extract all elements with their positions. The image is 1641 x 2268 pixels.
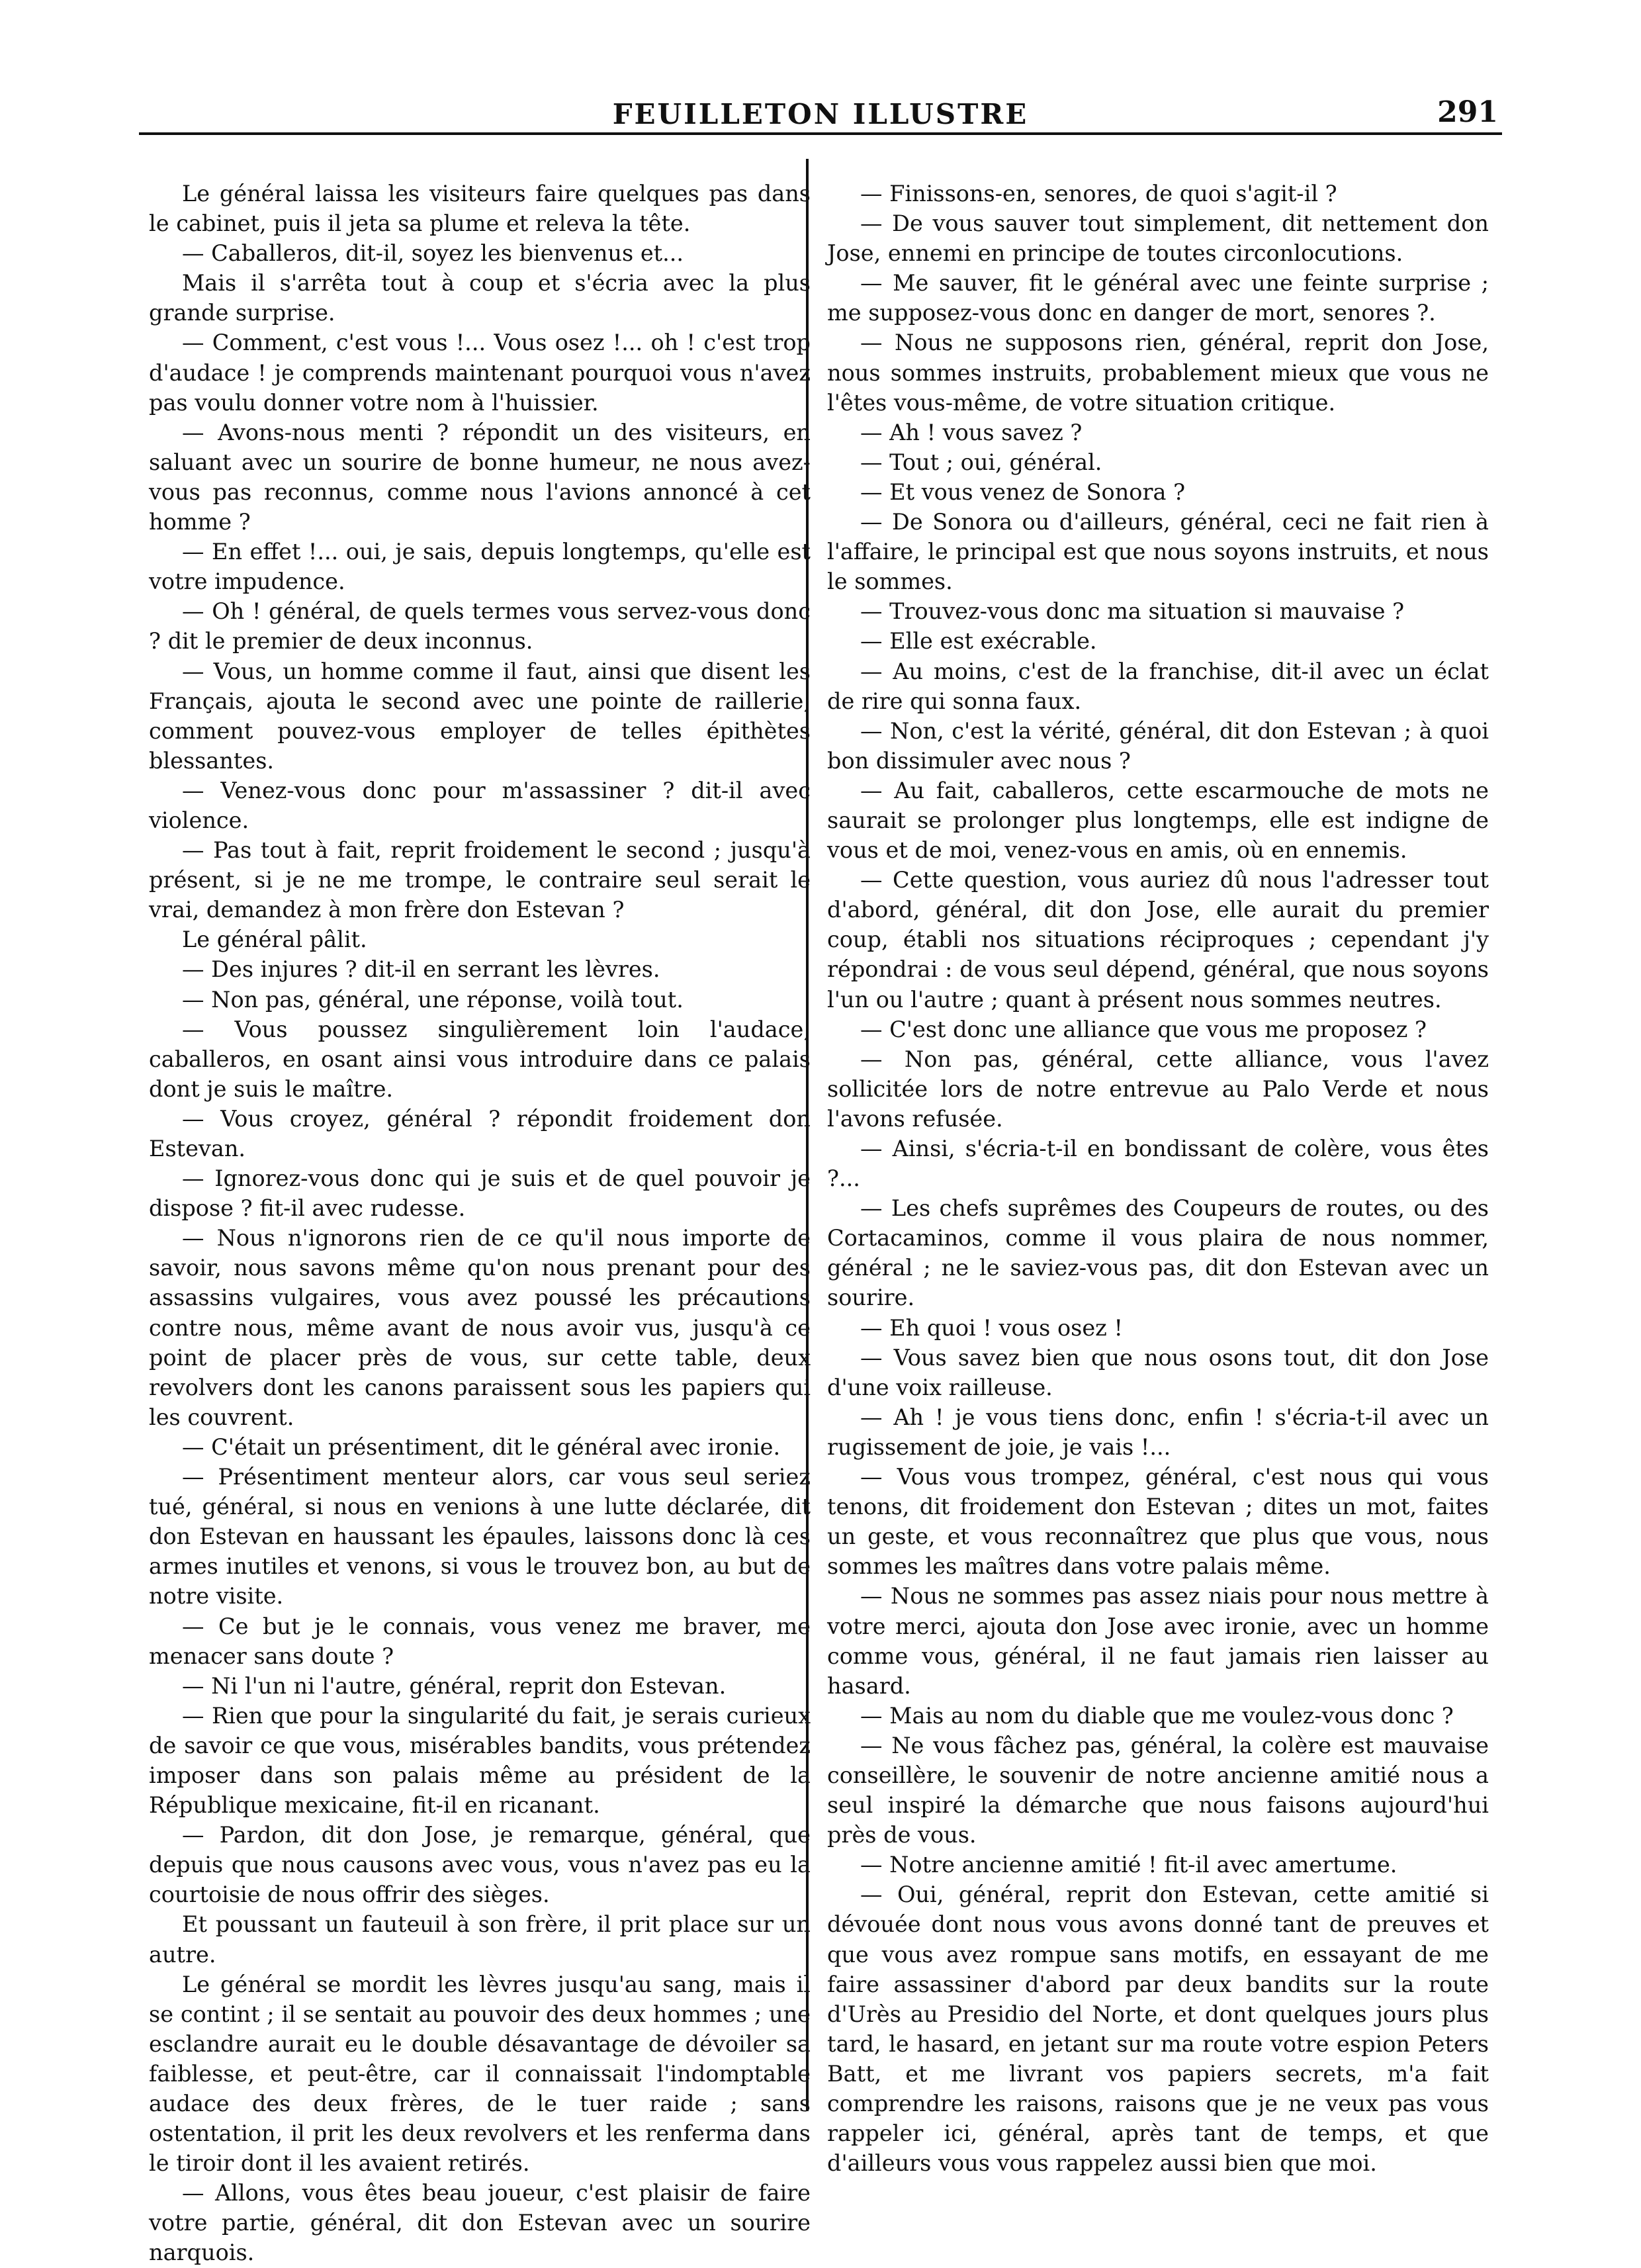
paragraph: — C'est donc une alliance que vous me proposez ? [860, 1016, 1427, 1042]
paragraph: — Ainsi, s'écria-t-il en bondissant de colère, vous êtes ?... [827, 1136, 1489, 1192]
paragraph: — De Sonora ou d'ailleurs, général, ceci ne fait rien à l'affaire, le principal est que nous soyons instruits, et nous le sommes. [827, 509, 1489, 595]
paragraph: — Nous n'ignorons rien de ce qu'il nous importe de savoir, nous savons même qu'on nous prenant pour des assassins vulgaires, vous avez poussé les précautions contre nous, même avant de nous avoir vus, jusqu'à ce point de placer près de vous, sur cette table, deux revolvers dont les canons paraissent sous les papiers qui les couvrent. [149, 1225, 811, 1430]
paragraph: — Ignorez-vous donc qui je suis et de quel pouvoir je dispose ? fit-il avec rudesse. [149, 1165, 811, 1222]
paragraph: — Ni l'un ni l'autre, général, reprit don Estevan. [182, 1672, 727, 1699]
paragraph: — Comment, c'est vous !... Vous osez !... oh ! c'est trop d'audace ! je comprends maintenant pourquoi vous n'avez pas voulu donner votre nom à l'huissier. [149, 330, 811, 416]
paragraph: Le général pâlit. [182, 927, 367, 953]
paragraph: Et poussant un fauteuil à son frère, il prit place sur un autre. [149, 1911, 811, 1968]
paragraph: — Non pas, général, cette alliance, vous l'avez sollicitée lors de notre entrevue au Palo Verde et nous l'avons refusée. [827, 1046, 1489, 1132]
page-header [139, 79, 1502, 135]
paragraph: — Vous croyez, général ? répondit froidement don Estevan. [149, 1105, 811, 1161]
paragraph: — Non pas, général, une réponse, voilà tout. [182, 986, 684, 1013]
paragraph: — Ah ! vous savez ? [860, 419, 1083, 445]
paragraph: — Vous vous trompez, général, c'est nous qui vous tenons, dit froidement don Estevan ; dites un mot, faites un geste, et vous reconnaîtrez que plus que vous, nous sommes les maîtres dans votre palais même. [827, 1464, 1489, 1580]
paragraph: — Vous poussez singulièrement loin l'audace, caballeros, en osant ainsi vous introduire dans ce palais dont je suis le maître. [149, 1016, 811, 1102]
paragraph: — Pas tout à fait, reprit froidement le second ; jusqu'à présent, si je ne me trompe, le contraire seul serait le vrai, demandez à mon frère don Estevan ? [149, 837, 811, 923]
paragraph: — Rien que pour la singularité du fait, je serais curieux de savoir ce que vous, misérables bandits, vous prétendez imposer dans son palais même au président de la République mexicaine, fit-il en ricanant. [149, 1702, 811, 1819]
paragraph: — Tout ; oui, général. [860, 449, 1102, 475]
paragraph: — Et vous venez de Sonora ? [860, 478, 1186, 505]
paragraph: Le général se mordit les lèvres jusqu'au sang, mais il se contint ; il se sentait au pouvoir des deux hommes ; une esclandre aurait eu le double désavantage de dévoiler sa faiblesse, et peut-être, car il connaissait l'indomptable audace des deux frères, de le tuer raide ; sans ostentation, il prit les deux revolvers et les renferma dans le tiroir dont il les avaient retirés. [149, 1971, 811, 2177]
paragraph: — Finissons-en, senores, de quoi s'agit-il ? [860, 181, 1337, 206]
paragraph: — De vous sauver tout simplement, dit nettement don Jose, ennemi en principe de toutes circonlocutions. [827, 210, 1489, 267]
paragraph: — C'était un présentiment, dit le général avec ironie. [182, 1433, 781, 1460]
paragraph: — Les chefs suprêmes des Coupeurs de routes, ou des Cortacaminos, comme il vous plaira de nous nommer, général ; ne le saviez-vous pas, dit don Estevan avec un sourire. [827, 1195, 1489, 1311]
paragraph: Le général laissa les visiteurs faire quelques pas dans le cabinet, puis il jeta sa plume et releva la tête. [149, 181, 811, 237]
paragraph: — Nous ne supposons rien, général, reprit don Jose, nous sommes instruits, probablement mieux que vous ne l'êtes vous-même, de votre situation critique. [827, 330, 1489, 416]
paragraph: — Trouvez-vous donc ma situation si mauvaise ? [860, 598, 1405, 625]
paragraph: — Présentiment menteur alors, car vous seul seriez tué, général, si nous en venions à une lutte déclarée, dit don Estevan en haussant les épaules, laissons donc là ces armes inutiles et venons, si vous le trouvez bon, au but de notre visite. [149, 1464, 811, 1610]
paragraph: — Au fait, caballeros, cette escarmouche de mots ne saurait se prolonger plus longtemps, elle est indigne de vous et de moi, venez-vous en amis, où en ennemis. [827, 777, 1489, 864]
paragraph: — En effet !... oui, je sais, depuis longtemps, qu'elle est votre impudence. [149, 539, 811, 595]
paragraph: — Me sauver, fit le général avec une feinte surprise ; me supposez-vous donc en danger de mort, senores ?. [827, 270, 1489, 326]
page-number: 291 [1437, 95, 1498, 129]
left-column [149, 179, 811, 2268]
paragraph: — Non, c'est la vérité, général, dit don Estevan ; à quoi bon dissimuler avec nous ? [827, 717, 1489, 774]
paragraph: — Mais au nom du diable que me voulez-vous donc ? [860, 1702, 1454, 1729]
right-column [827, 179, 1489, 2178]
paragraph: — Caballeros, dit-il, soyez les bienvenus et... [182, 240, 684, 267]
paragraph: — Eh quoi ! vous osez ! [860, 1314, 1123, 1341]
paragraph: — Oui, général, reprit don Estevan, cette amitié si dévouée dont nous vous avons donné tant de preuves et que vous avez rompue sans motifs, en essayant de me faire assassiner d'abord par deux bandits sur la route d'Urès au Presidio del Norte, et dont quelques jours plus tard, le hasard, en jetant sur ma route votre espion Peters Batt, et me livrant vos papiers secrets, m'a fait comprendre les raisons, raisons que je ne veux pas vous rappeler ici, général, après tant de temps, et que d'ailleurs vous vous rappelez aussi bien que moi. [827, 1882, 1489, 2177]
paragraph: — Au moins, c'est de la franchise, dit-il avec un éclat de rire qui sonna faux. [827, 658, 1489, 714]
paragraph: — Elle est exécrable. [860, 628, 1097, 655]
paragraph: — Venez-vous donc pour m'assassiner ? dit-il avec violence. [149, 777, 811, 833]
paragraph: — Cette question, vous auriez dû nous l'adresser tout d'abord, général, dit don Jose, elle aurait du premier coup, établi nos situations réciproques ; cependant j'y répondrai : de vous seul dépend, général, que nous soyons l'un ou l'autre ; quant à présent nous sommes neutres. [827, 867, 1489, 1013]
paragraph: — Vous savez bien que nous osons tout, dit don Jose d'une voix railleuse. [827, 1344, 1489, 1400]
paragraph: — Allons, vous êtes beau joueur, c'est plaisir de faire votre partie, général, dit don Estevan avec un sourire narquois. [149, 2180, 811, 2266]
paragraph: — Des injures ? dit-il en serrant les lèvres. [182, 956, 660, 983]
paragraph: — Ne vous fâchez pas, général, la colère est mauvaise conseillère, le souvenir de notre ancienne amitié nous a seul inspiré la démarche que nous faisons aujourd'hui près de vous. [827, 1732, 1489, 1848]
paragraph: — Avons-nous menti ? répondit un des visiteurs, en saluant avec un sourire de bonne humeur, ne nous avez-vous pas reconnus, comme nous l'avions annoncé à cet homme ? [149, 419, 811, 535]
paragraph: — Oh ! général, de quels termes vous servez-vous donc ? dit le premier de deux inconnus. [149, 598, 811, 655]
paragraph: — Ce but je le connais, vous venez me braver, me menacer sans doute ? [149, 1613, 811, 1669]
running-title: FEUILLETON ILLUSTRE [612, 98, 1029, 130]
paragraph: — Vous, un homme comme il faut, ainsi que disent les Français, ajouta le second avec une pointe de raillerie, comment pouvez-vous employer de telles épithètes blessantes. [149, 658, 811, 774]
paragraph: — Pardon, dit don Jose, je remarque, général, que depuis que nous causons avec vous, vous n'avez pas eu la courtoisie de nous offrir des sièges. [149, 1822, 811, 1908]
paragraph: Mais il s'arrêta tout à coup et s'écria avec la plus grande surprise. [149, 270, 811, 326]
paragraph: — Ah ! je vous tiens donc, enfin ! s'écria-t-il avec un rugissement de joie, je vais !... [827, 1404, 1489, 1460]
paragraph: — Nous ne sommes pas assez niais pour nous mettre à votre merci, ajouta don Jose avec ironie, avec un homme comme vous, général, il ne faut jamais rien laisser au hasard. [827, 1583, 1489, 1699]
paragraph: — Notre ancienne amitié ! fit-il avec amertume. [860, 1852, 1397, 1878]
